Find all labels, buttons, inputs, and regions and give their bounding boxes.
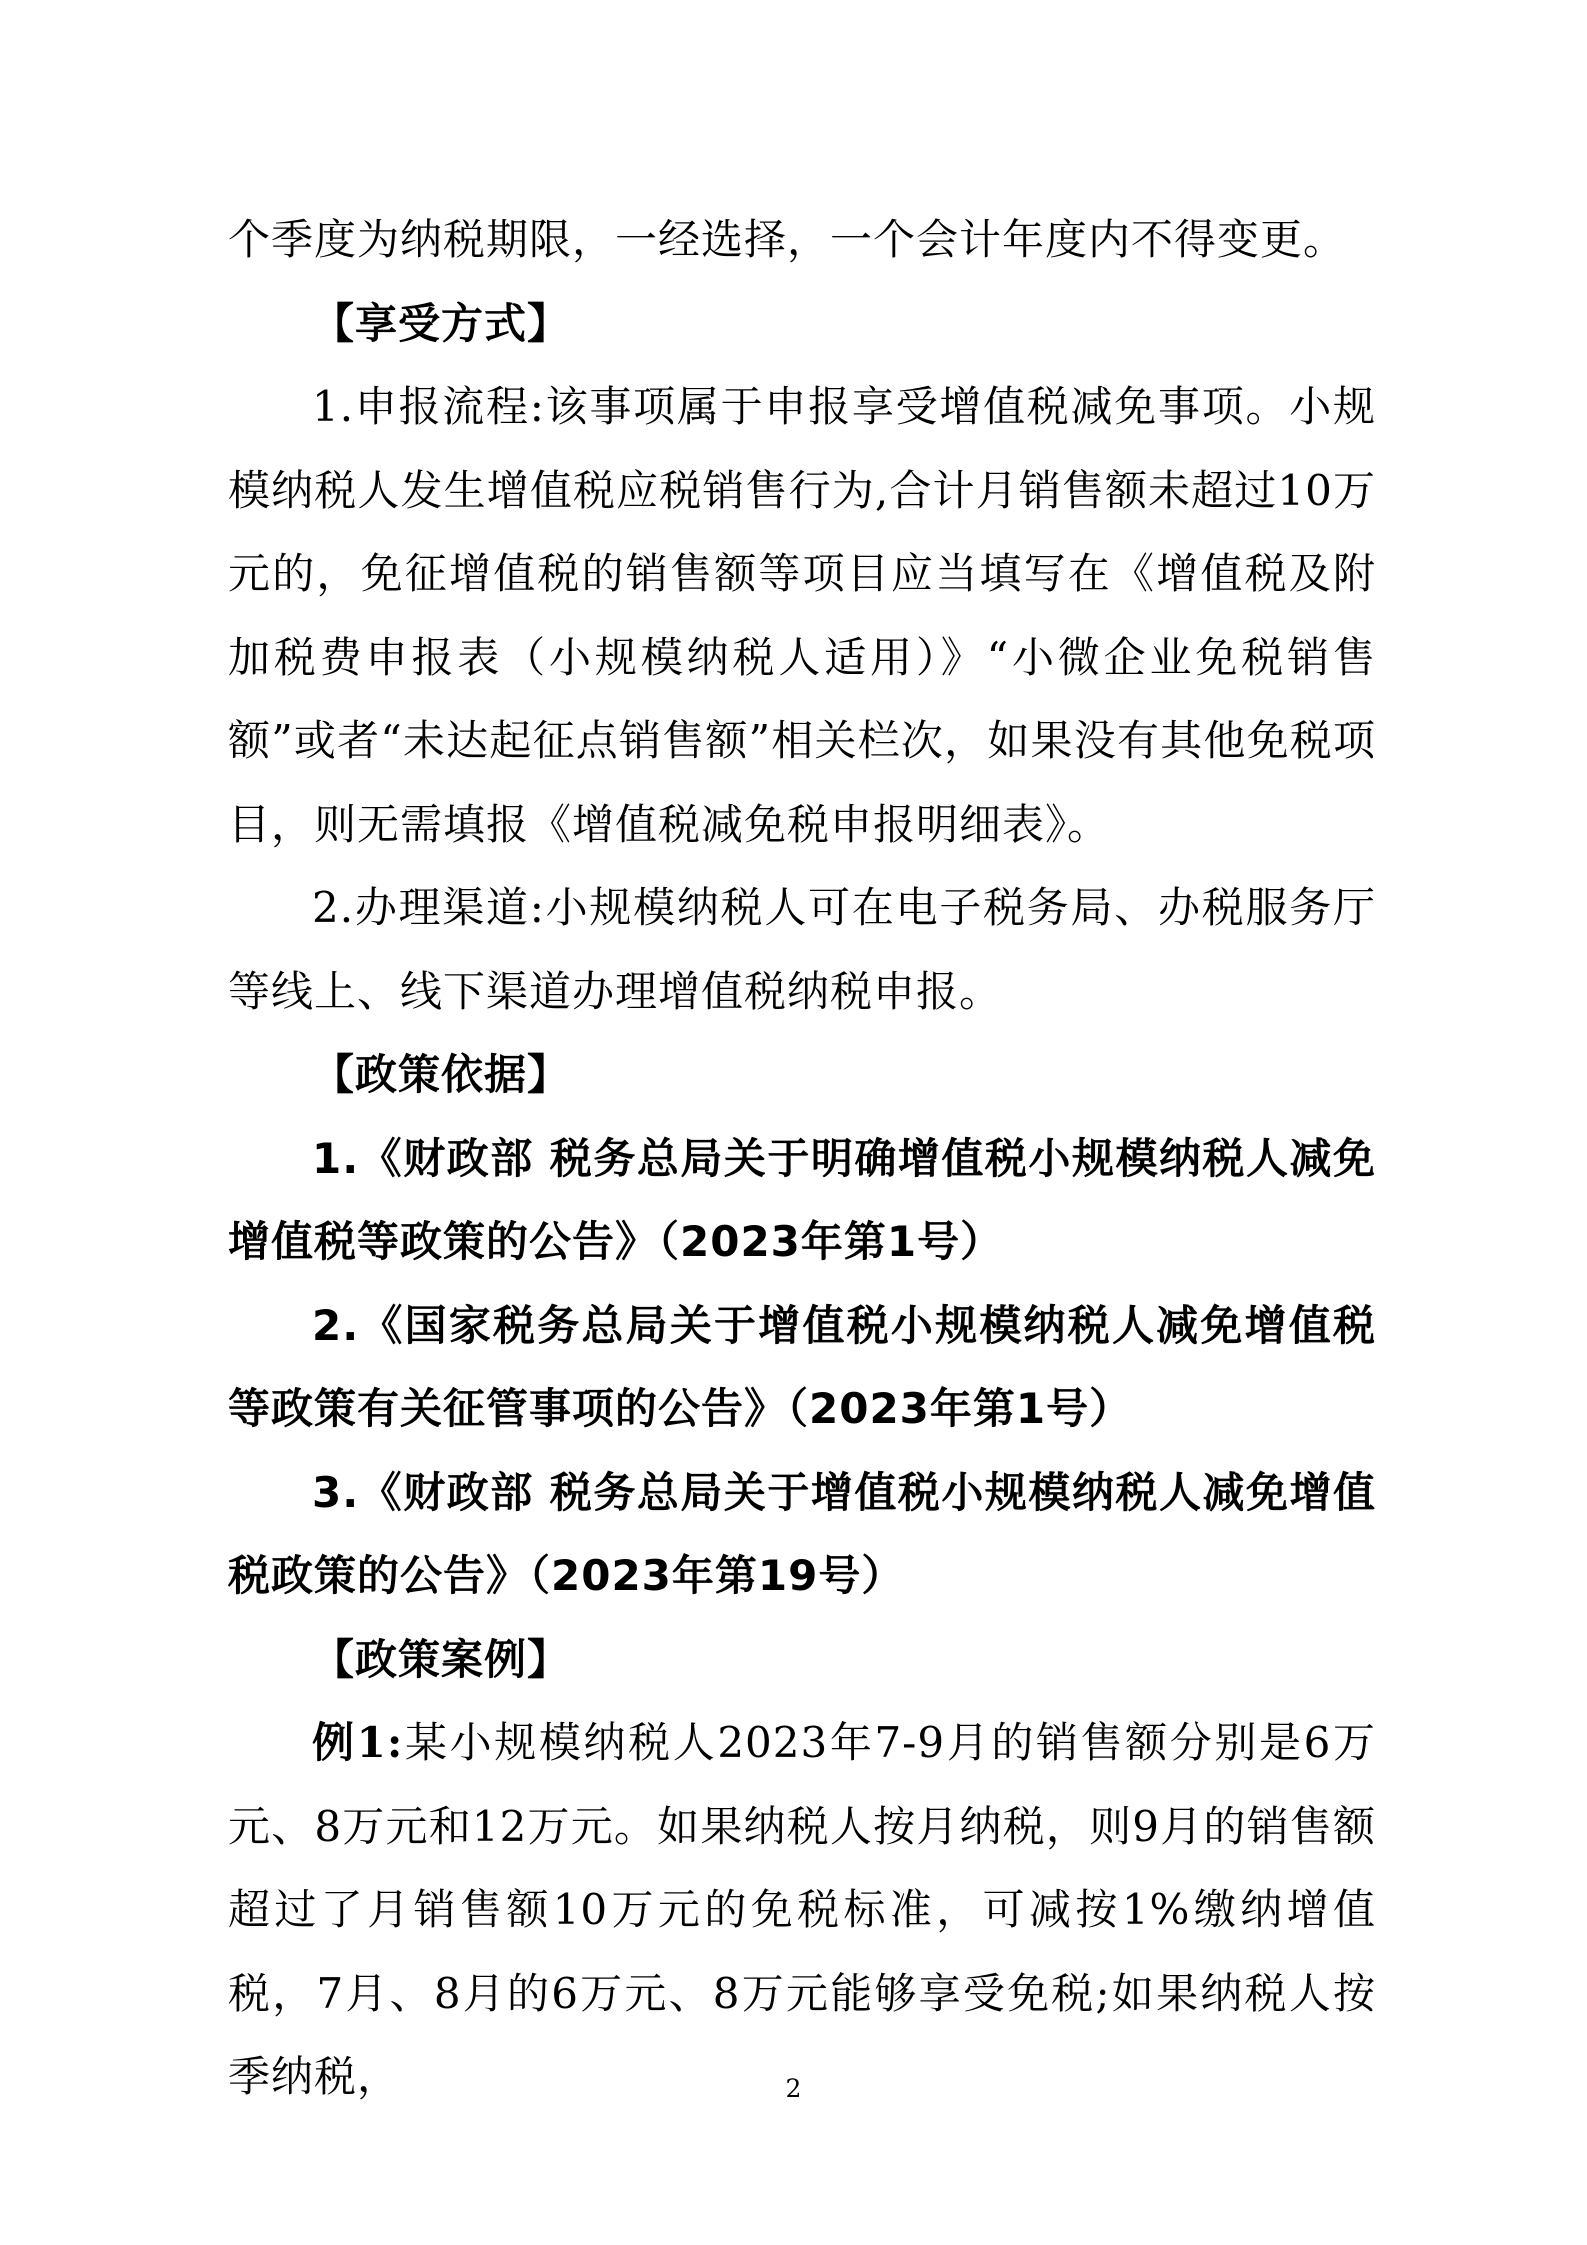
policy-basis-item-2: 2.《国家税务总局关于增值税小规模纳税人减免增值税等政策有关征管事项的公告》（2023年第1号）: [228, 1300, 1376, 1433]
paragraph-declaration-process: 1.申报流程:该事项属于申报享受增值税减免事项。小规模纳税人发生增值税应税销售行为,合计月销售额未超过10万元的，免征增值税的销售额等项目应当填写在《增值税及附加税费申报表（小规模纳税人适用）》“小微企业免税销售额”或者“未达起征点销售额”相关栏次，如果没有其他免税项目，则无需填报《增值税减免税申报明细表》。: [228, 382, 1376, 849]
example-paragraph: [228, 1701, 1376, 2119]
section-heading-policy-case: 【政策案例】: [312, 1634, 571, 1684]
example-label: 例1:: [312, 1718, 404, 1767]
continued-paragraph: 个季度为纳税期限，一经选择，一个会计年度内不得变更。: [228, 215, 1347, 264]
section-heading-policy-basis: 【政策依据】: [312, 1050, 571, 1099]
section-heading-enjoy-method: 【享受方式】: [312, 298, 571, 348]
policy-basis-item-1: 1.《财政部 税务总局关于明确增值税小规模纳税人减免增值税等政策的公告》（2023年第1号）: [228, 1133, 1376, 1266]
document-body: [228, 198, 1376, 2119]
example-text: 某小规模纳税人2023年7-9月的销售额分别是6万元、8万元和12万元。如果纳税人按月纳税，则9月的销售额超过了月销售额10万元的免税标准，可减按1%缴纳增值税，7月、8月的6万元、8万元能够享受免税;如果纳税人按季纳税，: [228, 1718, 1376, 2101]
policy-basis-item-3: 3.《财政部 税务总局关于增值税小规模纳税人减免增值税政策的公告》（2023年第19号）: [228, 1467, 1376, 1600]
page-number: 2: [785, 2074, 802, 2103]
paragraph-handling-channels: 2.办理渠道:小规模纳税人可在电子税务局、办税服务厅等线上、线下渠道办理增值税纳税申报。: [228, 883, 1376, 1016]
